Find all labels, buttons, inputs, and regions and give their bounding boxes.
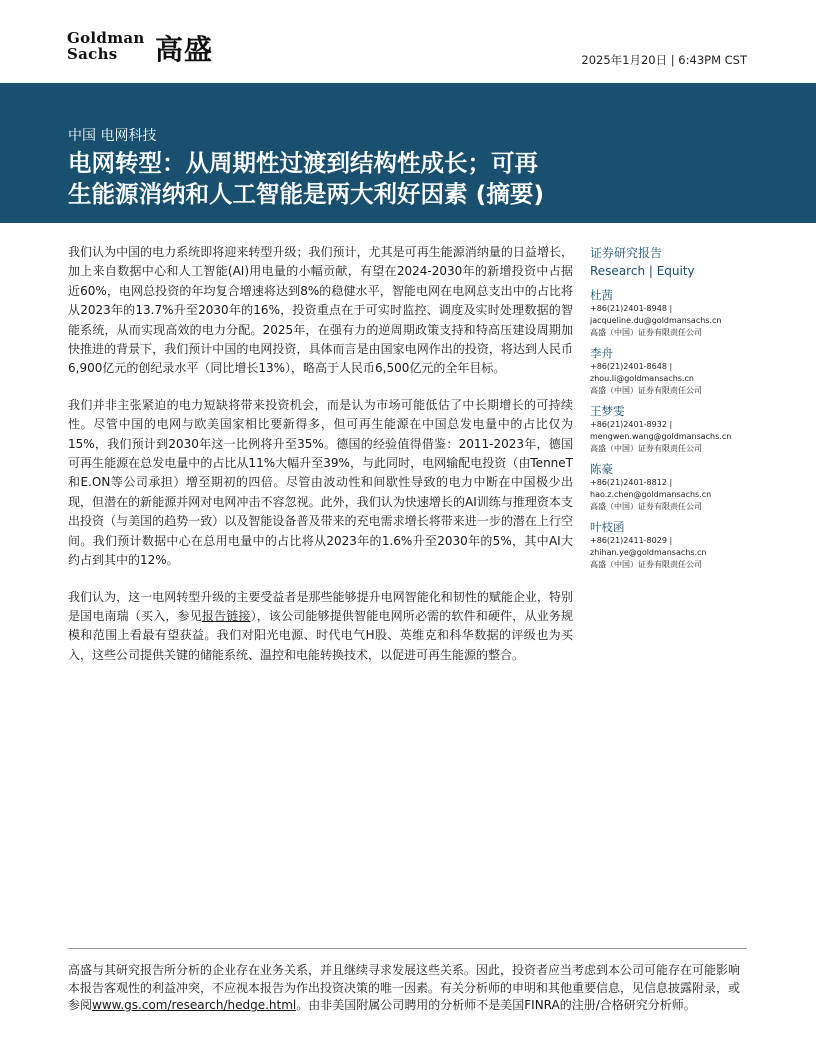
report-subtype: Research | Equity — [590, 264, 695, 278]
analyst-firm: 高盛（中国）证券有限责任公司 — [590, 328, 702, 337]
analyst-phone: +86(21)2401-8812 | — [590, 478, 673, 487]
analyst-phone: +86(21)2401-8648 | — [590, 362, 673, 371]
analyst-card — [590, 346, 760, 397]
analyst-firm: 高盛（中国）证券有限责任公司 — [590, 386, 702, 395]
body-paragraph-1: 我们认为中国的电力系统即将迎来转型升级；我们预计，尤其是可再生能源消纳量的日益增长，加上来自数据中心和人工智能(AI)用电量的小幅贡献，有望在2024-2030年的新增投资中占据近60%，电网总投资的年均复合增速将达到8%的稳健水平，智能电网在电网总支出中的占比将从2023年的13.7%升至2030年的16%，投资重点在于可实时监控、调度及实时处理数据的智能系统，从而实现高效的电力分配。2025年，在强有力的逆周期政策支持和特高压建设周期加快推进的背景下，我们预计中国的电网投资，具体而言是由国家电网作出的投资，将达到人民币6,900亿元的创纪录水平（同比增长13%），略高于人民币6,500亿元的全年目标。 — [68, 245, 573, 376]
body-paragraph-2: 我们并非主张紧迫的电力短缺将带来投资机会，而是认为市场可能低估了中长期增长的可持续性。尽管中国的电网与欧美国家相比要新得多，但可再生能源在中国总发电量中的占比仅为15%，我们预计到2030年这一比例将升至35%。德国的经验值得借鉴：2011-2023年，德国可再生能源在总发电量中的占比从11%大幅升至39%，与此同时，电网输配电投资（由TenneT和E.ON等公司承担）增至期初的四倍。尽管由波动性和间歇性导致的电力中断在中国极少出现，但潜在的新能源并网对电网冲击不容忽视。此外，我们认为快速增长的AI训练与推理资本支出投资（与美国的趋势一致）以及智能设备普及带来的充电需求增长将带来进一步的潜在上行空间。我们预计数据中心在总用电量中的占比将从2023年的1.6%升至2030年的5%，其中AI大约占到其中的12%。 — [68, 397, 573, 568]
analyst-email[interactable]: jacqueline.du@goldmansachs.cn — [590, 316, 722, 325]
report-datetime: 2025年1月20日 | 6:43PM CST — [581, 53, 747, 67]
title-line-2: 生能源消纳和人工智能是两大利好因素 (摘要) — [68, 180, 545, 208]
footer-divider — [68, 948, 747, 949]
analyst-card — [590, 404, 760, 455]
analyst-phone: +86(21)2401-8932 | — [590, 420, 673, 429]
disclaimer: 高盛与其研究报告所分析的企业存在业务关系，并且继续寻求发展这些关系。因此，投资者应当考虑到本公司可能存在可能影响本报告客观性的利益冲突，不应视本报告为作出投资决策的唯一因素。有关分析师的申明和其他重要信息，见信息披露附录，或参阅www.gs.com/research/hedge.html。由非美国附属公司聘用的分析师不是美国FINRA的注册/合格研究分析师。 — [68, 963, 741, 1012]
report-type: 证券研究报告 — [590, 246, 663, 260]
analyst-name: 叶枝函 — [590, 520, 625, 534]
report-category: 中国 电网科技 — [68, 128, 157, 144]
report-title — [68, 148, 768, 210]
title-line-1: 电网转型：从周期性过渡到结构性成长；可再 — [68, 149, 538, 177]
report-link[interactable]: 报告链接 — [201, 608, 251, 623]
logo-chinese: 高盛 — [155, 33, 214, 66]
analyst-firm: 高盛（中国）证券有限责任公司 — [590, 444, 702, 453]
analyst-phone: +86(21)2411-8029 | — [590, 536, 673, 545]
analyst-email[interactable]: zhihan.ye@goldmansachs.cn — [590, 548, 707, 557]
analyst-firm: 高盛（中国）证券有限责任公司 — [590, 502, 702, 511]
analyst-name: 李舟 — [590, 346, 613, 360]
disclosure-link[interactable]: www.gs.com/research/hedge.html — [92, 998, 297, 1012]
sidebar — [590, 244, 760, 578]
analyst-firm: 高盛（中国）证券有限责任公司 — [590, 560, 702, 569]
analyst-phone: +86(21)2401-8948 | — [590, 304, 673, 313]
analyst-email[interactable]: mengwen.wang@goldmansachs.cn — [590, 432, 732, 441]
analyst-email[interactable]: hao.z.chen@goldmansachs.cn — [590, 490, 712, 499]
main-body — [68, 243, 573, 682]
analyst-card — [590, 288, 760, 339]
analyst-email[interactable]: zhou.li@goldmansachs.cn — [590, 374, 694, 383]
body-paragraph-3: 我们认为，这一电网转型升级的主要受益者是那些能够提升电网智能化和韧性的赋能企业，特别是国电南瑞（买入，参见报告链接），该公司能够提供智能电网所必需的软件和硬件，从业务规模和范围上看最有望获益。我们对阳光电源、时代电气H股、英维克和科华数据的评级也为买入，这些公司提供关键的储能系统、温控和电能转换技术，以促进可再生能源的整合。 — [68, 589, 573, 662]
analyst-card — [590, 462, 760, 513]
analyst-name: 王梦雯 — [590, 404, 625, 418]
logo-english: Goldman Sachs — [67, 29, 145, 63]
analyst-name: 杜茜 — [590, 288, 613, 302]
analyst-card — [590, 520, 760, 571]
analyst-name: 陈豪 — [590, 462, 613, 476]
